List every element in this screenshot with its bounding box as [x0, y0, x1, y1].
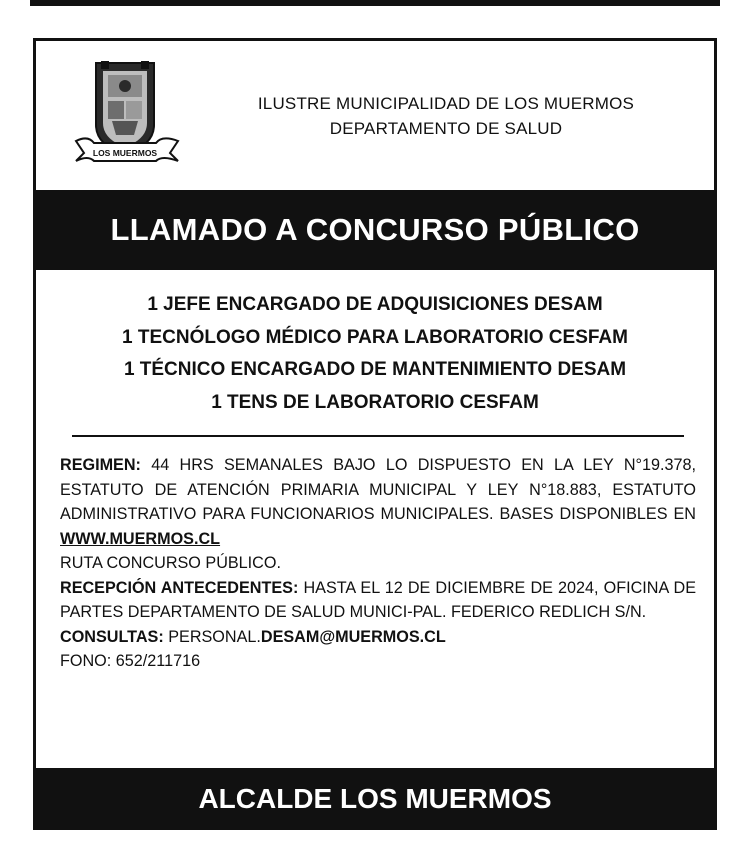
notice-header: [36, 41, 714, 189]
notice-title: LLAMADO A CONCURSO PÚBLICO: [33, 190, 717, 270]
section-divider: [72, 435, 684, 437]
notice-frame: [33, 38, 717, 830]
crest-ribbon-text: LOS MUERMOS: [92, 148, 158, 158]
header-text: [186, 91, 706, 141]
regimen-paragraph: [60, 453, 696, 551]
regimen-label: REGIMEN:: [60, 456, 141, 474]
position-item: 1 TENS DE LABORATORIO CESFAM: [211, 391, 539, 413]
department-name: DEPARTAMENTO DE SALUD: [329, 119, 563, 138]
recepcion-text: HASTA EL 12 DE DICIEMBRE DE 2024, OFICINA DE PARTES DEPARTAMENTO DE SALUD MUNICI-PAL. FEDERICO REDLICH S/N.: [60, 578, 696, 621]
top-rule: [30, 0, 720, 6]
position-item: 1 JEFE ENCARGADO DE ADQUISICIONES DESAM: [147, 294, 603, 315]
regimen-tail: RUTA CONCURSO PÚBLICO.: [60, 554, 281, 572]
municipality-name: ILUSTRE MUNICIPALIDAD DE LOS MUERMOS: [257, 94, 635, 113]
phone-line: FONO: 652/211716: [60, 652, 201, 670]
position-item: 1 TÉCNICO ENCARGADO DE MANTENIMIENTO DESAM: [123, 359, 627, 380]
email-prefix: PERSONAL.: [168, 627, 261, 646]
email-domain: DESAM@MUERMOS.CL: [260, 627, 446, 646]
notice-body: [60, 453, 696, 674]
contact-email[interactable]: [168, 628, 446, 646]
positions-list: [36, 289, 714, 419]
consultas-line: [60, 625, 696, 650]
recepcion-paragraph: [60, 576, 696, 625]
regimen-text: 44 HRS SEMANALES BAJO LO DISPUESTO EN LA LEY N°19.378, ESTATUTO DE ATENCIÓN PRIMARIA MUNICIPAL Y LEY N°18.883, ESTATUTO ADMINISTRATIVO PARA FUNCIONARIOS MUNICIPALES. BASES DISPONIBLES EN: [60, 456, 696, 523]
consultas-label: CONSULTAS:: [60, 627, 164, 646]
recepcion-label: RECEPCIÓN ANTECEDENTES:: [60, 578, 299, 597]
notice-signature: ALCALDE LOS MUERMOS: [33, 768, 717, 830]
website-link[interactable]: WWW.MUERMOS.CL: [60, 529, 221, 548]
position-item: 1 TECNÓLOGO MÉDICO PARA LABORATORIO CESFAM: [122, 326, 628, 348]
municipal-crest-icon: [74, 59, 184, 171]
